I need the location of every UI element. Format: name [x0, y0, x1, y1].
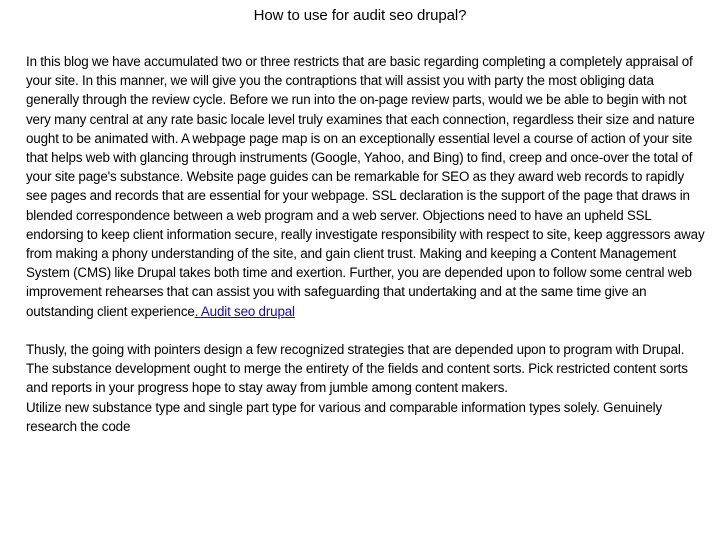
- article-body: [26, 52, 706, 436]
- audit-seo-drupal-link[interactable]: . Audit seo drupal: [194, 303, 295, 319]
- paragraph-intro-text: In this blog we have accumulated two or three restricts that are basic regarding completing a completely appraisal of your site. In this manner, we will give you the contraptions that will assist you with party the most obliging data generally through the review cycle. Before we run into the on-page review parts, would we be able to begin with not very many central at any rate basic locale level truly examines that each connection, regardless their size and nature ought to be animated with. A webpage page map is on an exceptionally essential level a course of action of your site that helps web with glancing through instruments (Google, Yahoo, and Bing) to find, creep and once-over the total of your site page's substance. Website page guides can be remarkable for SEO as they award web records to rapidly see pages and records that are essential for your webpage. SSL declaration is the support of the page that draws in blended correspondence between a web program and a web server. Objections need to have an upheld SSL endorsing to keep client information secure, really investigate responsibility with respect to site, keep aggressors away from making a phony understanding of the site, and gain client trust. Making and keeping a Content Management System (CMS) like Drupal takes both time and exertion. Further, you are depended upon to follow some central web improvement rehearses that can assist you with safeguarding that undertaking and at the same time give an outstanding client experience: [26, 54, 705, 319]
- page-title: How to use for audit seo drupal?: [253, 7, 467, 24]
- paragraph-utilize: Utilize new substance type and single part type for various and comparable information types solely. Genuinely research the code: [26, 399, 663, 434]
- paragraph-intro: [26, 52, 706, 321]
- paragraph-pointers: Thusly, the going with pointers design a few recognized strategies that are depended upon to program with Drupal. The substance development ought to merge the entirety of the fields and content sorts. Pick restricted content sorts and reports in your progress hope to stay away from jumble among content makers.: [26, 342, 688, 396]
- paragraph-spacer: [26, 321, 706, 340]
